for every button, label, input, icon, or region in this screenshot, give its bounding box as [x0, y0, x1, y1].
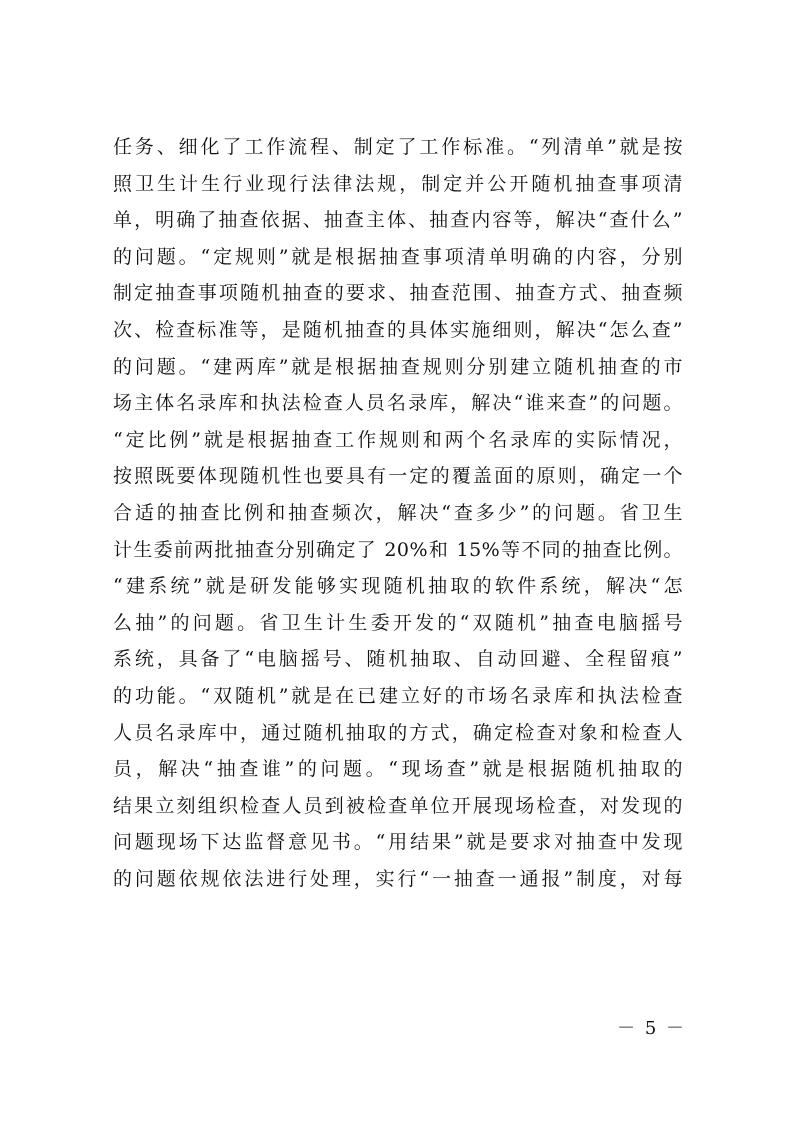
- text-line: 场主体名录库和执法检查人员名录库，解决“谁来查”的问题。: [113, 392, 683, 415]
- text-line: 任务、细化了工作流程、制定了工作标准。“列清单”就是按: [113, 136, 683, 158]
- text-line: 的问题依规依法进行处理，实行“一抽查一通报”制度，对每: [113, 867, 683, 890]
- text-line: 么抽”的问题。省卫生计生委开发的“双随机”抽查电脑摇号: [113, 611, 683, 634]
- text-line: 系统，具备了“电脑摇号、随机抽取、自动回避、全程留痕”: [113, 648, 683, 671]
- text-line: 的问题。“建两库”就是根据抽查规则分别建立随机抽查的市: [113, 355, 683, 378]
- text-line: 结果立刻组织检查人员到被检查单位开展现场检查，对发现的: [113, 794, 683, 817]
- text-line: 合适的抽查比例和抽查频次，解决“查多少”的问题。省卫生: [113, 501, 683, 524]
- text-line: 按照既要体现随机性也要具有一定的覆盖面的原则，确定一个: [113, 465, 683, 488]
- text-line: 员，解决“抽查谁”的问题。“现场查”就是根据随机抽取的: [113, 758, 683, 781]
- text-line: 问题现场下达监督意见书。“用结果”就是要求对抽查中发现: [113, 831, 683, 854]
- page-number: － 5 －: [617, 1018, 686, 1039]
- text-line: 次、检查标准等，是随机抽查的具体实施细则，解决“怎么查”: [113, 318, 683, 341]
- text-line: 制定抽查事项随机抽查的要求、抽查范围、抽查方式、抽查频: [113, 282, 683, 305]
- text-line: 计生委前两批抽查分别确定了 20%和 15%等不同的抽查比例。: [113, 538, 683, 561]
- body-text: [113, 129, 683, 897]
- text-line: “建系统”就是研发能够实现随机抽取的软件系统，解决“怎: [113, 575, 683, 598]
- text-line: 单，明确了抽查依据、抽查主体、抽查内容等，解决“查什么”: [113, 209, 683, 232]
- text-line: “定比例”就是根据抽查工作规则和两个名录库的实际情况，: [113, 428, 683, 451]
- text-line: 人员名录库中，通过随机抽取的方式，确定检查对象和检查人: [113, 721, 683, 744]
- text-line: 的问题。“定规则”就是根据抽查事项清单明确的内容，分别: [113, 245, 683, 268]
- text-line: 照卫生计生行业现行法律法规，制定并公开随机抽查事项清: [113, 172, 683, 195]
- text-line: 的功能。“双随机”就是在已建立好的市场名录库和执法检查: [113, 684, 683, 707]
